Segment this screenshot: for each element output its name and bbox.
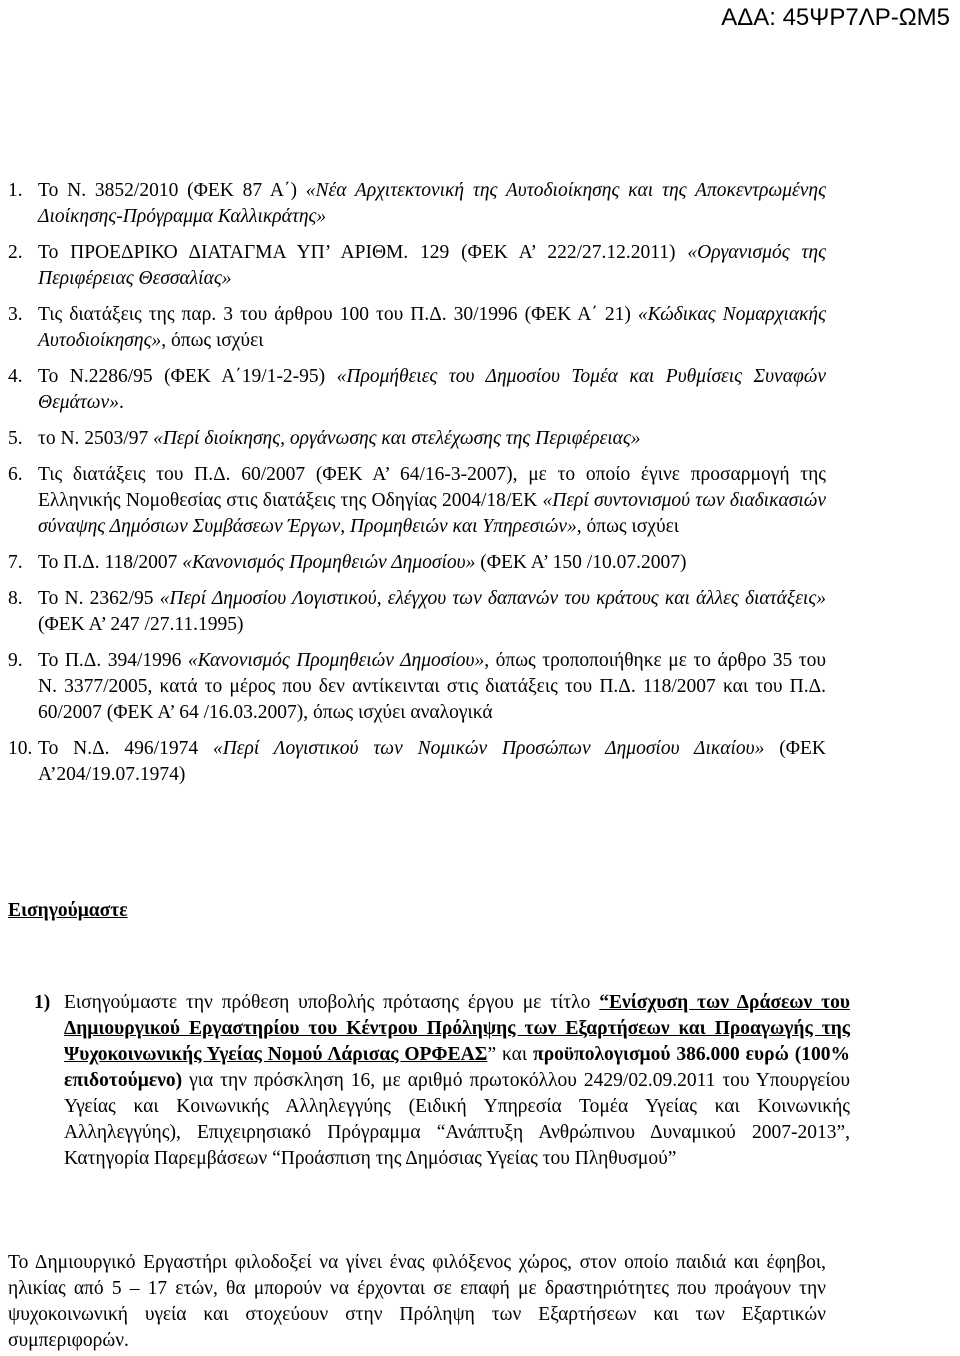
list-item-text: Το Π.Δ. 118/2007 «Κανονισμός Προμηθειών Δημοσίου» (ΦΕΚ Α’ 150 /10.07.2007) xyxy=(38,552,687,573)
list-item xyxy=(8,302,826,354)
proposal-connector: ” και xyxy=(487,1044,534,1065)
proposal-budget: προϋπολογισμού 386.000 ευρώ (100% επιδοτούμενο) xyxy=(64,1044,850,1091)
proposal-paragraph xyxy=(34,990,850,1172)
list-item-number: 5. xyxy=(8,428,23,449)
list-item-text: Το Ν. 2362/95 «Περί Δημοσίου Λογιστικού, ελέγχου των δαπανών του κράτους και άλλες διατάξεις» (ΦΕΚ Α’ 247 /27.11.1995) xyxy=(38,588,826,635)
list-item-number: 6. xyxy=(8,464,23,485)
list-item-number: 2. xyxy=(8,242,23,263)
list-item-text: Το Π.Δ. 394/1996 «Κανονισμός Προμηθειών Δημοσίου», όπως τροποποιήθηκε με το άρθρο 35 του Ν. 3377/2005, κατά το μέρος που δεν αντίκεινται στις διατάξεις του Π.Δ. 118/2007 και του Π.Δ. 60/2007 (ΦΕΚ Α’ 64 /16.03.2007), όπως ισχύει αναλογικά xyxy=(38,650,826,723)
list-item-number: 9. xyxy=(8,650,23,671)
list-item xyxy=(8,736,826,788)
list-item-text: το Ν. 2503/97 «Περί διοίκησης, οργάνωσης και στελέχωσης της Περιφέρειας» xyxy=(38,428,641,449)
proposal-details: για την πρόσκληση 16, με αριθμό πρωτοκόλλου 2429/02.09.2011 του Υπουργείου Υγείας και Κοινωνικής Αλληλεγγύης (Ειδική Υπηρεσία Τομέα Υγείας και Κοινωνικής Αλληλεγγύης), Επιχειρησιακό Πρόγραμμα “Ανάπτυξη Ανθρώπινου Δυναμικού 2007-2013”, Κατηγορία Παρεμβάσεων “Προάσπιση της Δημόσιας Υγείας του Πληθυσμού” xyxy=(64,1070,850,1169)
section-heading: Εισηγούμαστε xyxy=(8,900,128,921)
list-item-text: Το ΠΡΟΕΔΡΙΚΟ ΔΙΑΤΑΓΜΑ ΥΠ’ ΑΡΙΘΜ. 129 (ΦΕΚ Α’ 222/27.12.2011) «Οργανισμός της Περιφέρειας Θεσσαλίας» xyxy=(38,242,826,289)
list-item xyxy=(8,364,826,416)
list-item-text: Τις διατάξεις του Π.Δ. 60/2007 (ΦΕΚ Α’ 64/16-3-2007), με το οποίο έγινε προσαρμογή της Ελληνικής Νομοθεσίας στις διατάξεις της Οδηγίας 2004/18/ΕΚ «Περί συντονισμού των διαδικασιών σύναψης Δημόσιων Συμβάσεων Έργων, Προμηθειών και Υπηρεσιών», όπως ισχύει xyxy=(38,464,826,537)
list-item-number: 1. xyxy=(8,180,23,201)
list-item xyxy=(8,586,826,638)
list-item xyxy=(8,550,826,576)
list-item-number: 10. xyxy=(8,738,33,759)
list-item-text: Το Ν.Δ. 496/1974 «Περί Λογιστικού των Νομικών Προσώπων Δημοσίου Δικαίου» (ΦΕΚ Α’204/19.07.1974) xyxy=(38,738,826,785)
list-item xyxy=(8,648,826,726)
project-title: “Ενίσχυση των Δράσεων του Δημιουργικού Εργαστηρίου του Κέντρου Πρόληψης των Εξαρτήσεων και Προαγωγής της Ψυχοκοινωνικής Υγείας Νομού Λάρισας ΟΡΦΕΑΣ xyxy=(64,992,851,1065)
list-item-text: Τις διατάξεις της παρ. 3 του άρθρου 100 του Π.Δ. 30/1996 (ΦΕΚ Α΄ 21) «Κώδικας Νομαρχιακής Αυτοδιοίκησης», όπως ισχύει xyxy=(38,304,827,351)
closing-paragraph: Το Δημιουργικό Εργαστήρι φιλοδοξεί να γίνει ένας φιλόξενος χώρος, στον οποίο παιδιά και έφηβοι, ηλικίας από 5 – 17 ετών, θα μπορούν να έρχονται σε επαφή με δραστηριότητες που προάγουν την ψυχοκοινωνική υγεία και στοχεύουν στην Πρόληψη των Εξαρτήσεων και των Εξαρτικών συμπεριφορών. xyxy=(8,1252,826,1351)
list-item xyxy=(8,426,826,452)
legal-references-list xyxy=(8,178,826,788)
list-item-number: 4. xyxy=(8,366,23,387)
list-item-text: Το Ν. 3852/2010 (ΦΕΚ 87 Α΄) «Νέα Αρχιτεκτονική της Αυτοδιοίκησης και της Αποκεντρωμένης Διοίκησης-Πρόγραμμα Καλλικράτης» xyxy=(38,180,826,227)
ada-code: ΑΔΑ: 45ΨΡ7ΛΡ-ΩΜ5 xyxy=(721,4,950,31)
proposal-number: 1) xyxy=(34,992,51,1013)
list-item-number: 7. xyxy=(8,552,23,573)
list-item xyxy=(8,240,826,292)
proposal-intro: Εισηγούμαστε την πρόθεση υποβολής πρότασης έργου με τίτλο xyxy=(64,992,600,1013)
list-item-text: Το Ν.2286/95 (ΦΕΚ Α΄19/1-2-95) «Προμήθειες του Δημοσίου Τομέα και Ρυθμίσεις Συναφών Θεμάτων». xyxy=(38,366,826,413)
list-item xyxy=(8,178,826,230)
list-item xyxy=(8,462,826,540)
list-item-number: 3. xyxy=(8,304,23,325)
list-item-number: 8. xyxy=(8,588,23,609)
